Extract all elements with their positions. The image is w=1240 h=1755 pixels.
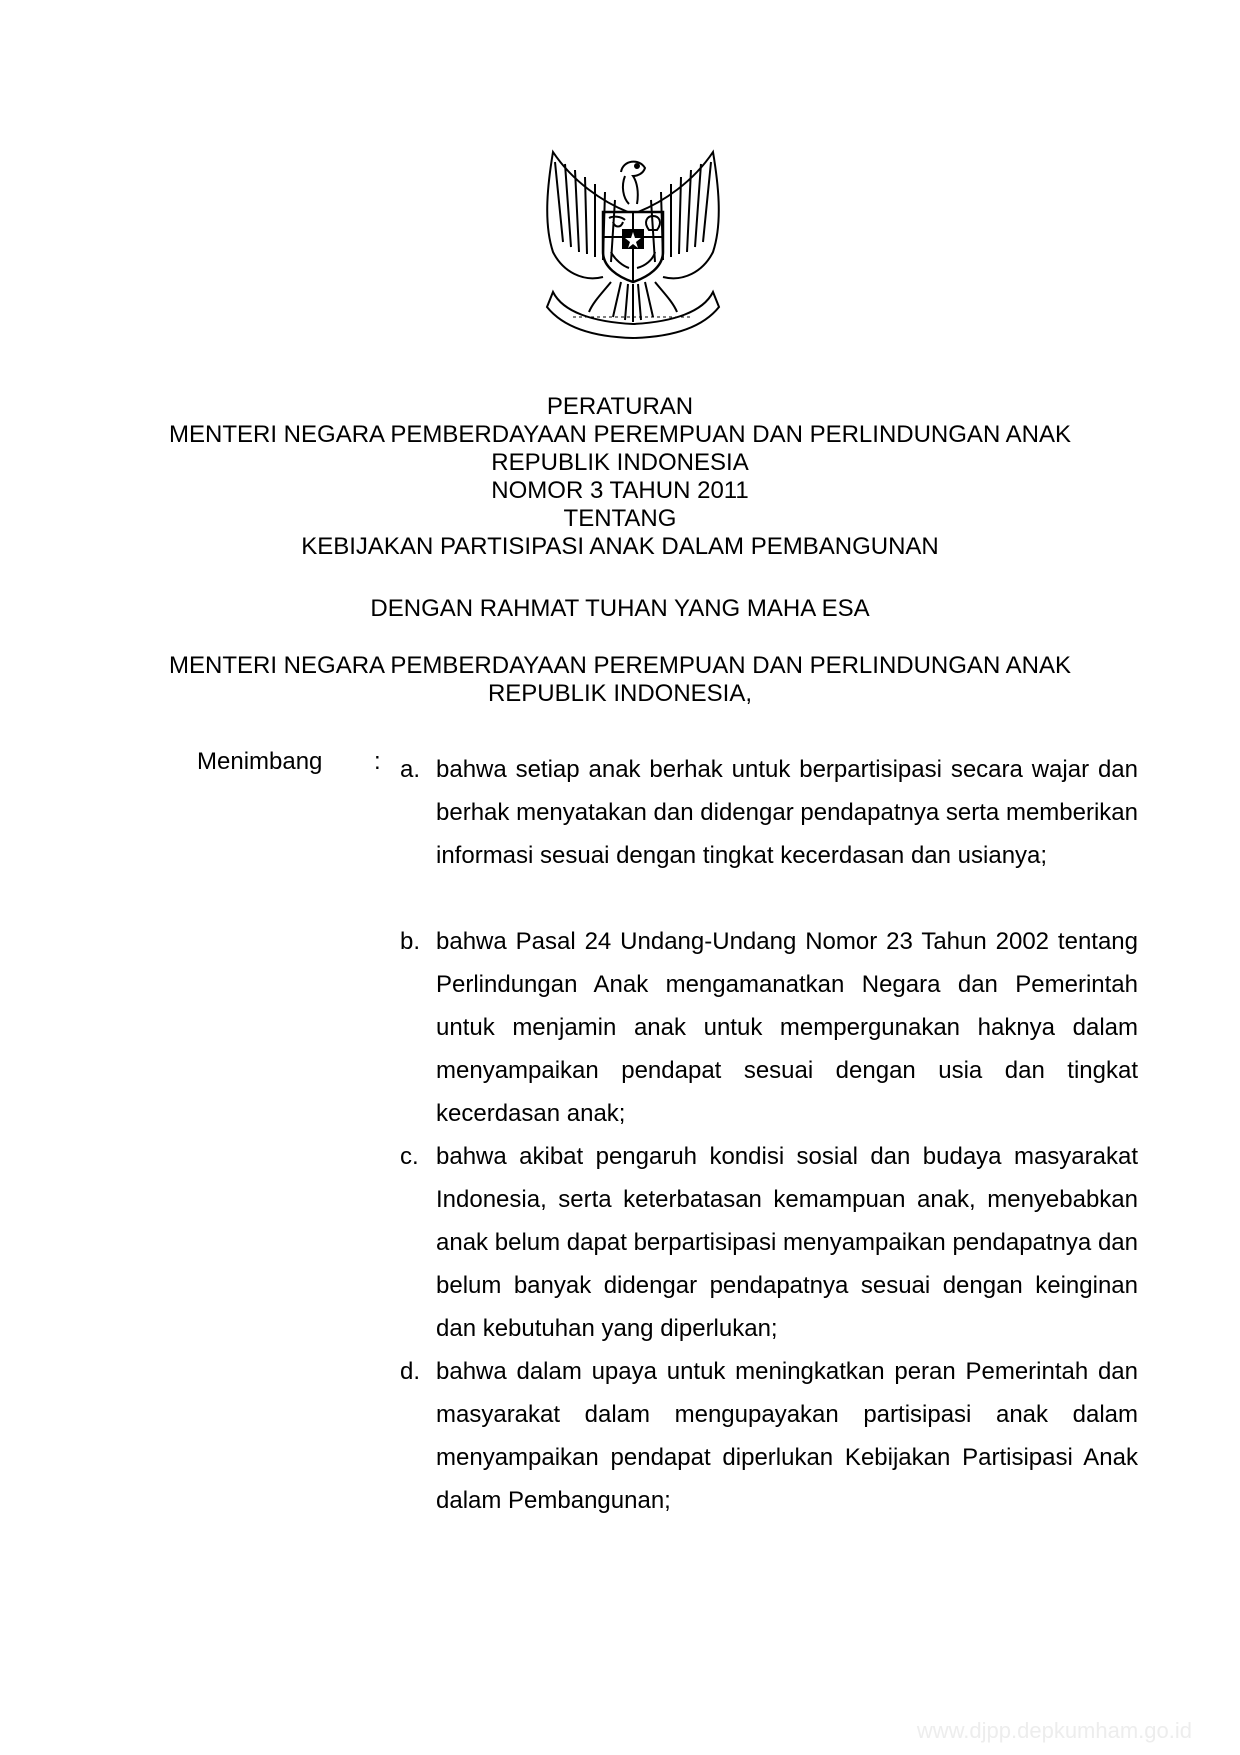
garuda-pancasila-icon — [533, 142, 733, 367]
item-text: bahwa dalam upaya untuk meningkatkan peran Pemerintah dan masyarakat dalam mengupayakan partisipasi anak dalam menyampaikan pendapat diperlukan Kebijakan Partisipasi Anak dalam Pembangunan; — [436, 1358, 1138, 1514]
regulation-heading — [100, 393, 1140, 561]
item-text: bahwa akibat pengaruh kondisi sosial dan budaya masyarakat Indonesia, serta keterbatasan kemampuan anak, menyebabkan anak belum dapat berpartisipasi menyampaikan pendapatnya dan belum banyak didengar pendapatnya sesuai dengan keinginan dan kebutuhan yang diperlukan; — [436, 1143, 1138, 1342]
heading-line: REPUBLIK INDONESIA — [491, 449, 749, 476]
item-letter: d. — [400, 1358, 421, 1385]
heading-line: NOMOR 3 TAHUN 2011 — [491, 477, 749, 504]
blessing-line: DENGAN RAHMAT TUHAN YANG MAHA ESA — [370, 595, 870, 622]
heading-line: TENTANG — [563, 505, 677, 532]
item-text: bahwa Pasal 24 Undang-Undang Nomor 23 Tahun 2002 tentang Perlindungan Anak mengamanatkan Negara dan Pemerintah untuk menjamin anak untuk mempergunakan haknya dalam menyampaikan pendapat sesuai dengan usia dan tingkat kecerdasan anak; — [436, 928, 1138, 1127]
source-watermark: www.djpp.depkumham.go.id — [916, 1718, 1192, 1743]
garuda-emblem — [533, 142, 733, 367]
considering-label: Menimbang — [197, 748, 323, 775]
minister-heading — [100, 652, 1140, 708]
heading-line: PERATURAN — [546, 393, 694, 420]
minister-line: REPUBLIK INDONESIA, — [487, 680, 753, 707]
item-text: bahwa setiap anak berhak untuk berpartisipasi secara wajar dan berhak menyatakan dan didengar pendapatnya serta memberikan informasi sesuai dengan tingkat kecerdasan dan usianya; — [436, 756, 1138, 869]
item-letter: a. — [400, 756, 421, 783]
heading-line: KEBIJAKAN PARTISIPASI ANAK DALAM PEMBANGUNAN — [301, 533, 939, 560]
minister-line: MENTERI NEGARA PEMBERDAYAAN PEREMPUAN DAN PERLINDUNGAN ANAK — [169, 652, 1071, 679]
item-letter: c. — [400, 1143, 419, 1170]
considering-colon: : — [374, 748, 381, 775]
item-letter: b. — [400, 928, 421, 955]
heading-line: MENTERI NEGARA PEMBERDAYAAN PEREMPUAN DAN PERLINDUNGAN ANAK — [169, 421, 1071, 448]
